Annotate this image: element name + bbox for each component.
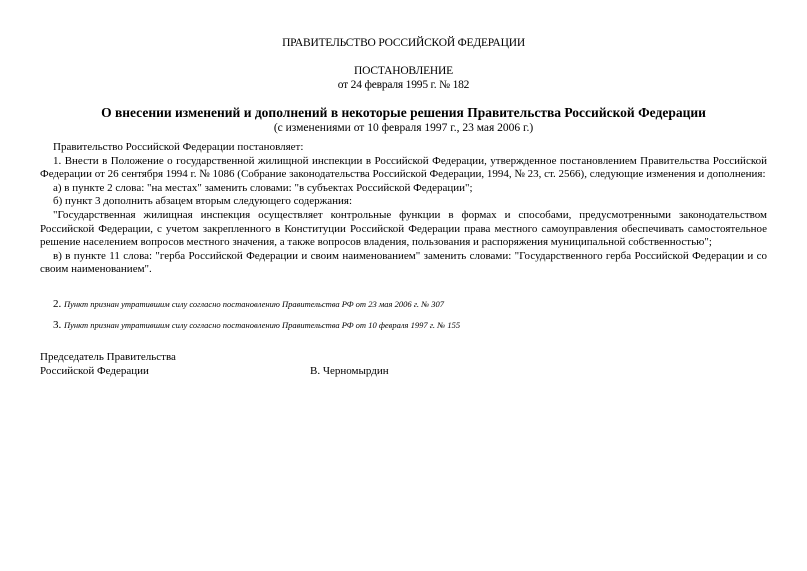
signatory-name: В. Черномырдин	[310, 365, 389, 377]
repealed-item-number: 2.	[53, 298, 62, 310]
repealed-item-3	[53, 319, 460, 331]
signatory-position-line1: Председатель Правительства	[40, 351, 176, 363]
government-header: ПРАВИТЕЛЬСТВО РОССИЙСКОЙ ФЕДЕРАЦИИ	[282, 37, 525, 49]
amendments-note: (с изменениями от 10 февраля 1997 г., 23 мая 2006 г.)	[273, 122, 534, 134]
repealed-item-2	[53, 298, 444, 310]
preamble-paragraph: Правительство Российской Федерации постановляет:	[53, 141, 304, 153]
date-number-line: от 24 февраля 1995 г. № 182	[337, 79, 470, 91]
item-1b-quote-paragraph: "Государственная жилищная инспекция осуществляет контрольные функции в формах и способами, предусмотренными законодательством Российской Федерации, с учетом закрепленного в Конституции Российской Федерации права местного самоуправления обеспечивать самостоятельное решение населением вопросов местного значения, а также вопросов владения, пользования и распоряжения муниципальной собственностью";	[40, 208, 767, 249]
item-1c-paragraph: в) в пункте 11 слова: "герба Российской Федерации и своим наименованием" заменить словами: "Государственного герба Российской Федерации и со своим наименованием".	[40, 249, 767, 276]
document-body	[40, 141, 767, 277]
repealed-item-note: Пункт признан утратившим силу согласно постановлению Правительства РФ от 10 февраля 1997 г. № 155	[64, 320, 461, 330]
document-title: О внесении изменений и дополнений в некоторые решения Правительства Российской Федерации	[101, 105, 706, 120]
item-1b-paragraph: б) пункт 3 дополнить абзацем вторым следующего содержания:	[53, 195, 353, 208]
item-1a-paragraph: а) в пункте 2 слова: "на местах" заменить словами: "в субъектах Российской Федерации";	[53, 181, 473, 194]
item-1-paragraph: 1. Внести в Положение о государственной жилищной инспекции в Российской Федерации, утвержденное постановлением Правительства Российской Федерации от 26 сентября 1994 г. № 1086 (Собрание законодательства Российской Федерации, 1994, № 23, ст. 2566), следующие изменения и дополнения:	[40, 154, 767, 181]
doc-type-heading: ПОСТАНОВЛЕНИЕ	[354, 65, 453, 77]
repealed-item-number: 3.	[53, 319, 62, 331]
signatory-position-line2: Российской Федерации	[40, 365, 149, 377]
repealed-item-note: Пункт признан утратившим силу согласно постановлению Правительства РФ от 23 мая 2006 г. № 307	[64, 299, 445, 309]
